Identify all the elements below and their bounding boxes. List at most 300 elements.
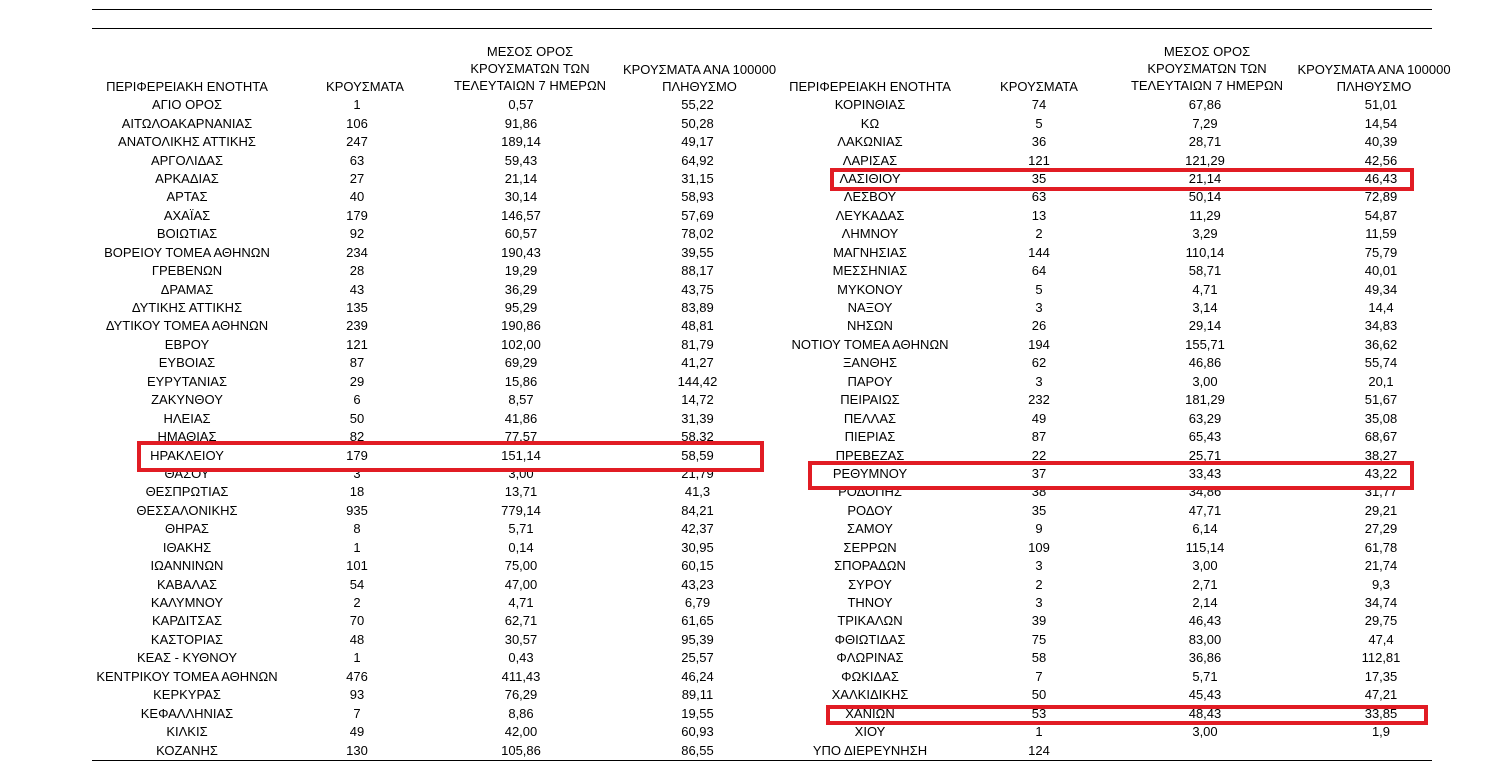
region-cell: ΚΟΡΙΝΘΙΑΣ <box>834 97 906 113</box>
region-cell: ΑΧΑΪΑΣ <box>163 207 211 223</box>
region-cell: ΚΑΛΥΜΝΟΥ <box>150 595 224 611</box>
table-row <box>92 539 785 557</box>
region-cell: ΡΕΘΥΜΝΟΥ <box>832 465 908 481</box>
avg-cell: 190,43 <box>501 244 541 260</box>
per100k-cell: 35,08 <box>1364 410 1398 426</box>
per100k-cell: 39,55 <box>681 244 714 260</box>
avg-cell: 3,14 <box>1192 300 1218 316</box>
per100k-cell: 42,56 <box>1364 152 1398 168</box>
per100k-cell: 30,95 <box>681 539 714 555</box>
cases-cell: 74 <box>1031 97 1047 113</box>
region-cell: ΠΕΙΡΑΙΩΣ <box>840 392 900 408</box>
table-row <box>92 225 785 243</box>
per100k-cell: 84,21 <box>681 502 714 518</box>
avg-cell: 115,14 <box>1185 539 1225 555</box>
table-row <box>92 114 785 132</box>
per100k-cell: 34,74 <box>1364 595 1398 611</box>
table-row <box>92 575 785 593</box>
cases-cell: 9 <box>1035 521 1043 537</box>
per100k-cell: 144,42 <box>677 373 718 389</box>
per100k-cell: 40,01 <box>1364 263 1398 279</box>
region-cell: ΕΥΡΥΤΑΝΙΑΣ <box>146 373 228 389</box>
cases-cell: 124 <box>1028 742 1050 758</box>
table-row <box>92 520 785 538</box>
table-row <box>777 114 1467 132</box>
table-row <box>92 354 785 372</box>
per100k-cell: 11,59 <box>1365 226 1397 242</box>
left-header-per100k-line1: ΚΡΟΥΣΜΑΤΑ ΑΝΑ 100000 <box>622 62 777 77</box>
per100k-cell: 83,89 <box>681 300 714 316</box>
region-cell: ΠΕΛΛΑΣ <box>843 410 897 426</box>
table-row <box>92 170 785 188</box>
table-row <box>777 262 1467 280</box>
per100k-cell: 51,01 <box>1364 97 1398 113</box>
per100k-cell: 46,43 <box>1364 170 1398 186</box>
cases-cell: 53 <box>1031 705 1047 721</box>
avg-cell: 779,14 <box>501 502 541 518</box>
table-row <box>777 96 1467 114</box>
highlight-box-irakleiou <box>137 441 764 472</box>
cases-cell: 22 <box>1031 447 1047 463</box>
table-row <box>777 575 1467 593</box>
region-cell: ΑΓΙΟ ΟΡΟΣ <box>151 97 223 113</box>
per100k-cell: 61,78 <box>1364 539 1398 555</box>
region-cell: ΣΠΟΡΑΔΩΝ <box>834 558 906 574</box>
cases-cell: 37 <box>1031 465 1047 481</box>
region-cell: ΞΑΝΘΗΣ <box>842 355 898 371</box>
region-cell: ΕΥΒΟΙΑΣ <box>158 355 216 371</box>
avg-cell: 48,43 <box>1188 705 1222 721</box>
per100k-cell: 36,62 <box>1364 336 1398 352</box>
region-cell: ΓΡΕΒΕΝΩΝ <box>151 263 223 279</box>
cases-cell: 121 <box>346 336 368 352</box>
right-data-table <box>777 96 1467 760</box>
avg-cell: 60,57 <box>504 226 538 242</box>
avg-cell: 21,14 <box>504 170 538 186</box>
region-cell: ΑΡΓΟΛΙΔΑΣ <box>150 152 224 168</box>
per100k-cell: 49,17 <box>681 134 714 150</box>
avg-cell: 102,00 <box>501 336 541 352</box>
per100k-cell: 58,32 <box>681 429 714 445</box>
highlight-box-rethymnou <box>808 461 1414 490</box>
table-row <box>92 96 785 114</box>
avg-cell: 83,00 <box>1188 631 1222 647</box>
table-row <box>777 299 1467 317</box>
cases-cell: 35 <box>1031 170 1047 186</box>
right-header-per100k-line2: ΠΛΗΘΥΣΜΟ <box>1336 79 1412 94</box>
cases-cell: 92 <box>349 226 365 242</box>
avg-cell: 105,86 <box>501 742 541 758</box>
region-cell: ΥΠΟ ΔΙΕΡΕΥΝΗΣΗ <box>812 742 928 758</box>
avg-cell: 41,86 <box>504 410 538 426</box>
avg-cell: 69,29 <box>504 355 538 371</box>
table-row <box>92 244 785 262</box>
per100k-cell: 21,79 <box>681 465 714 481</box>
cases-cell: 13 <box>1031 207 1047 223</box>
table-row <box>92 207 785 225</box>
avg-cell: 45,43 <box>1188 687 1222 703</box>
table-row <box>777 317 1467 335</box>
cases-cell: 3 <box>1035 373 1043 389</box>
cases-cell: 1 <box>353 539 361 555</box>
left-header-avg-line1: ΜΕΣΟΣ ΟΡΟΣ <box>486 44 574 59</box>
cases-cell: 5 <box>1035 115 1043 131</box>
avg-cell: 28,71 <box>1188 134 1222 150</box>
cases-cell: 239 <box>346 318 368 334</box>
region-cell: ΔΡΑΜΑΣ <box>160 281 214 297</box>
cases-cell: 144 <box>1028 244 1050 260</box>
per100k-cell: 57,69 <box>681 207 714 223</box>
region-cell: ΤΡΙΚΑΛΩΝ <box>837 613 903 629</box>
table-row <box>92 280 785 298</box>
avg-cell: 47,71 <box>1188 502 1222 518</box>
per100k-cell: 49,34 <box>1364 281 1398 297</box>
region-cell: ΘΗΡΑΣ <box>165 521 209 537</box>
cases-cell: 135 <box>346 300 368 316</box>
avg-cell: 189,14 <box>501 134 541 150</box>
table-row <box>92 741 785 759</box>
cases-cell: 54 <box>349 576 365 592</box>
per100k-cell: 43,23 <box>681 576 714 592</box>
avg-cell: 33,43 <box>1188 465 1222 481</box>
per100k-cell: 43,22 <box>1364 465 1398 481</box>
cases-cell: 1 <box>353 97 361 113</box>
region-cell: ΣΕΡΡΩΝ <box>843 539 897 555</box>
per100k-cell: 40,39 <box>1364 134 1398 150</box>
right-header-avg-line3: ΤΕΛΕΥΤΑΙΩΝ 7 ΗΜΕΡΩΝ <box>1130 78 1284 93</box>
table-row <box>92 704 785 722</box>
region-cell: ΝΑΞΟΥ <box>847 300 893 316</box>
avg-cell: 46,86 <box>1188 355 1222 371</box>
region-cell: ΗΜΑΘΙΑΣ <box>157 429 217 445</box>
avg-cell: 15,86 <box>504 373 538 389</box>
cases-cell: 247 <box>346 134 368 150</box>
region-cell: ΘΕΣΣΑΛΟΝΙΚΗΣ <box>136 502 238 518</box>
avg-cell: 8,57 <box>508 392 534 408</box>
right-header-avg-line1: ΜΕΣΟΣ ΟΡΟΣ <box>1163 44 1251 59</box>
table-row <box>777 280 1467 298</box>
table-row <box>777 723 1467 741</box>
region-cell: ΠΙΕΡΙΑΣ <box>844 429 896 445</box>
table-row <box>777 649 1467 667</box>
region-cell: ΘΑΣΟΥ <box>164 465 210 481</box>
cases-cell: 39 <box>1031 613 1047 629</box>
region-cell: ΖΑΚΥΝΘΟΥ <box>151 392 223 408</box>
cases-cell: 63 <box>349 152 365 168</box>
table-row <box>777 133 1467 151</box>
table-row <box>777 520 1467 538</box>
cases-cell: 106 <box>346 115 368 131</box>
avg-cell: 36,86 <box>1188 650 1222 666</box>
top-rule <box>92 9 1432 10</box>
region-cell: ΚΩ <box>860 115 880 131</box>
table-row <box>777 539 1467 557</box>
right-header-per100k-line1: ΚΡΟΥΣΜΑΤΑ ΑΝΑ 100000 <box>1297 62 1451 77</box>
avg-cell: 411,43 <box>501 668 541 684</box>
region-cell: ΚΕΝΤΡΙΚΟΥ ΤΟΜΕΑ ΑΘΗΝΩΝ <box>96 668 278 684</box>
avg-cell: 5,71 <box>1192 668 1218 684</box>
region-cell: ΚΙΛΚΙΣ <box>166 724 208 740</box>
cases-cell: 7 <box>1035 668 1043 684</box>
cases-cell: 36 <box>1031 134 1047 150</box>
per100k-cell: 60,93 <box>681 724 714 740</box>
region-cell: ΒΟΙΩΤΙΑΣ <box>156 226 218 242</box>
avg-cell: 76,29 <box>504 687 538 703</box>
region-cell: ΜΑΓΝΗΣΙΑΣ <box>833 244 907 260</box>
region-cell: ΕΒΡΟΥ <box>164 336 210 352</box>
left-data-table <box>92 96 785 760</box>
region-cell: ΚΕΡΚΥΡΑΣ <box>153 687 221 703</box>
avg-cell: 3,29 <box>1192 226 1218 242</box>
per100k-cell: 61,65 <box>681 613 714 629</box>
cases-cell: 48 <box>349 631 365 647</box>
left-header-avg <box>445 43 615 94</box>
cases-cell: 64 <box>1031 263 1047 279</box>
table-row <box>92 483 785 501</box>
cases-cell: 109 <box>1028 539 1050 555</box>
left-header-avg-line3: ΤΕΛΕΥΤΑΙΩΝ 7 ΗΜΕΡΩΝ <box>453 78 607 93</box>
cases-cell: 1 <box>1035 724 1043 740</box>
avg-cell: 59,43 <box>504 152 538 168</box>
per100k-cell: 51,67 <box>1364 392 1398 408</box>
region-cell: ΡΟΔΟΠΗΣ <box>838 484 902 500</box>
per100k-cell: 55,74 <box>1364 355 1398 371</box>
per100k-cell: 9,3 <box>1371 576 1391 592</box>
cases-cell: 232 <box>1028 392 1050 408</box>
per100k-cell: 38,27 <box>1364 447 1398 463</box>
region-cell: ΦΘΙΩΤΙΔΑΣ <box>834 631 906 647</box>
table-row <box>777 244 1467 262</box>
per100k-cell: 50,28 <box>681 115 714 131</box>
avg-cell: 21,14 <box>1188 170 1222 186</box>
table-row <box>92 317 785 335</box>
avg-cell: 2,71 <box>1192 576 1218 592</box>
cases-cell: 63 <box>1031 189 1047 205</box>
left-header-per100k-line2: ΠΛΗΘΥΣΜΟ <box>662 79 737 94</box>
per100k-cell: 14,54 <box>1364 115 1398 131</box>
avg-cell: 77,57 <box>504 429 538 445</box>
table-row <box>92 723 785 741</box>
per100k-cell: 75,79 <box>1364 244 1398 260</box>
region-cell: ΚΑΣΤΟΡΙΑΣ <box>150 631 224 647</box>
cases-cell: 49 <box>1031 410 1047 426</box>
per100k-cell: 54,87 <box>1364 207 1398 223</box>
cases-cell: 476 <box>346 668 368 684</box>
right-header-avg-line2: ΚΡΟΥΣΜΑΤΩΝ ΤΩΝ <box>1147 61 1267 76</box>
cases-cell: 40 <box>349 189 365 205</box>
region-cell: ΜΕΣΣΗΝΙΑΣ <box>832 263 908 279</box>
right-header-per100k <box>1285 61 1463 95</box>
cases-cell: 3 <box>1035 300 1043 316</box>
table-row <box>777 207 1467 225</box>
cases-cell: 3 <box>1035 595 1043 611</box>
table-row <box>92 686 785 704</box>
table-row <box>92 373 785 391</box>
per100k-cell: 27,29 <box>1364 521 1398 537</box>
avg-cell: 34,86 <box>1188 484 1222 500</box>
per100k-cell: 48,81 <box>681 318 714 334</box>
region-cell: ΑΡΤΑΣ <box>166 189 208 205</box>
cases-cell: 62 <box>1031 355 1047 371</box>
cases-cell: 935 <box>346 502 368 518</box>
region-cell: ΛΕΥΚΑΔΑΣ <box>835 207 905 223</box>
per100k-cell: 89,11 <box>681 687 714 703</box>
highlight-box-chanion <box>826 705 1428 725</box>
avg-cell: 0,14 <box>508 539 534 555</box>
cases-cell: 2 <box>353 595 361 611</box>
cases-cell: 70 <box>349 613 365 629</box>
region-cell: ΛΗΜΝΟΥ <box>841 226 899 242</box>
cases-cell: 8 <box>353 521 361 537</box>
table-row <box>777 668 1467 686</box>
region-cell: ΚΟΖΑΝΗΣ <box>156 742 218 758</box>
avg-cell: 5,71 <box>508 521 534 537</box>
per100k-cell: 64,92 <box>681 152 714 168</box>
table-row <box>92 188 785 206</box>
avg-cell: 146,57 <box>501 207 541 223</box>
per100k-cell: 14,4 <box>1368 300 1394 316</box>
region-cell: ΚΕΦΑΛΛΗΝΙΑΣ <box>140 705 234 721</box>
per100k-cell: 47,4 <box>1368 631 1394 647</box>
region-cell: ΛΑΣΙΘΙΟΥ <box>839 170 901 186</box>
region-cell: ΑΝΑΤΟΛΙΚΗΣ ΑΤΤΙΚΗΣ <box>118 134 256 150</box>
avg-cell: 58,71 <box>1188 263 1222 279</box>
per100k-cell: 31,77 <box>1364 484 1398 500</box>
avg-cell: 65,43 <box>1188 429 1222 445</box>
cases-cell: 194 <box>1028 336 1050 352</box>
table-row <box>92 557 785 575</box>
avg-cell: 46,43 <box>1188 613 1222 629</box>
per100k-cell: 86,55 <box>681 742 714 758</box>
per100k-cell: 46,24 <box>681 668 714 684</box>
region-cell: ΣΥΡΟΥ <box>848 576 892 592</box>
per100k-cell: 31,39 <box>681 410 714 426</box>
region-cell: ΝΗΣΩΝ <box>847 318 893 334</box>
cases-cell: 58 <box>1031 650 1047 666</box>
left-header-avg-line2: ΚΡΟΥΣΜΑΤΩΝ ΤΩΝ <box>470 61 590 76</box>
per100k-cell: 60,15 <box>681 558 714 574</box>
region-cell: ΔΥΤΙΚΗΣ ΑΤΤΙΚΗΣ <box>131 300 243 316</box>
right-header-cases: ΚΡΟΥΣΜΑΤΑ <box>1000 79 1078 94</box>
region-cell: ΛΑΚΩΝΙΑΣ <box>837 134 903 150</box>
cases-cell: 29 <box>349 373 365 389</box>
avg-cell: 4,71 <box>1192 281 1218 297</box>
per100k-cell: 81,79 <box>681 336 714 352</box>
avg-cell: 155,71 <box>1185 336 1225 352</box>
cases-cell: 179 <box>346 447 368 463</box>
cases-cell: 87 <box>349 355 365 371</box>
table-row <box>92 133 785 151</box>
header-rule <box>92 28 1432 29</box>
region-cell: ΛΑΡΙΣΑΣ <box>842 152 898 168</box>
avg-cell: 3,00 <box>1192 724 1218 740</box>
avg-cell: 0,43 <box>508 650 534 666</box>
cases-cell: 121 <box>1028 152 1050 168</box>
region-cell: ΝΟΤΙΟΥ ΤΟΜΕΑ ΑΘΗΝΩΝ <box>791 336 949 352</box>
cases-cell: 38 <box>1031 484 1047 500</box>
region-cell: ΘΕΣΠΡΩΤΙΑΣ <box>145 484 229 500</box>
avg-cell: 29,14 <box>1188 318 1222 334</box>
cases-cell: 50 <box>349 410 365 426</box>
table-row <box>92 151 785 169</box>
cases-cell: 49 <box>349 724 365 740</box>
avg-cell: 30,14 <box>504 189 538 205</box>
table-row <box>777 502 1467 520</box>
region-cell: ΛΕΣΒΟΥ <box>843 189 897 205</box>
region-cell: ΑΡΚΑΔΙΑΣ <box>155 170 219 186</box>
left-header-per100k <box>612 61 787 95</box>
table-row <box>777 686 1467 704</box>
avg-cell: 67,86 <box>1188 97 1222 113</box>
table-row <box>92 391 785 409</box>
cases-cell: 43 <box>349 281 365 297</box>
per100k-cell: 29,21 <box>1364 502 1398 518</box>
region-cell: ΜΥΚΟΝΟΥ <box>837 281 903 297</box>
per100k-cell: 112,81 <box>1361 650 1401 666</box>
region-cell: ΗΛΕΙΑΣ <box>163 410 211 426</box>
avg-cell: 8,86 <box>508 705 534 721</box>
cases-cell: 3 <box>1035 558 1043 574</box>
cases-cell: 87 <box>1031 429 1047 445</box>
per100k-cell: 88,17 <box>681 263 714 279</box>
cases-cell: 35 <box>1031 502 1047 518</box>
region-cell: ΗΡΑΚΛΕΙΟΥ <box>150 447 224 463</box>
cases-cell: 2 <box>1035 576 1043 592</box>
table-row <box>777 354 1467 372</box>
per100k-cell: 41,27 <box>681 355 714 371</box>
table-row <box>777 741 1467 759</box>
table-row <box>777 428 1467 446</box>
table-row <box>92 668 785 686</box>
table-row <box>92 409 785 427</box>
cases-cell: 1 <box>353 650 361 666</box>
cases-cell: 7 <box>353 705 361 721</box>
highlight-box-lasithiou <box>830 168 1414 191</box>
region-cell: ΔΥΤΙΚΟΥ ΤΟΜΕΑ ΑΘΗΝΩΝ <box>105 318 269 334</box>
table-row <box>777 373 1467 391</box>
per100k-cell: 21,74 <box>1364 558 1398 574</box>
table-row <box>92 502 785 520</box>
avg-cell: 0,57 <box>508 97 534 113</box>
table-row <box>92 336 785 354</box>
cases-cell: 5 <box>1035 281 1043 297</box>
avg-cell: 62,71 <box>504 613 538 629</box>
region-cell: ΚΑΡΔΙΤΣΑΣ <box>151 613 223 629</box>
avg-cell: 47,00 <box>504 576 538 592</box>
avg-cell: 36,29 <box>504 281 538 297</box>
cases-cell: 6 <box>353 392 361 408</box>
avg-cell: 4,71 <box>508 595 534 611</box>
avg-cell: 151,14 <box>501 447 541 463</box>
avg-cell: 13,71 <box>504 484 538 500</box>
per100k-cell: 20,1 <box>1368 373 1394 389</box>
avg-cell: 30,57 <box>504 631 538 647</box>
avg-cell: 95,29 <box>504 300 538 316</box>
left-header-region: ΠΕΡΙΦΕΡΕΙΑΚΗ ΕΝΟΤΗΤΑ <box>106 79 268 94</box>
table-row <box>777 594 1467 612</box>
avg-cell: 110,14 <box>1185 244 1225 260</box>
region-cell: ΑΙΤΩΛΟΑΚΑΡΝΑΝΙΑΣ <box>121 115 253 131</box>
avg-cell: 50,14 <box>1188 189 1222 205</box>
avg-cell: 190,86 <box>501 318 541 334</box>
table-row <box>92 299 785 317</box>
per100k-cell: 43,75 <box>681 281 714 297</box>
region-cell: ΚΑΒΑΛΑΣ <box>156 576 218 592</box>
per100k-cell: 34,83 <box>1364 318 1398 334</box>
region-cell: ΧΙΟΥ <box>854 724 886 740</box>
cases-cell: 50 <box>1031 687 1047 703</box>
cases-cell: 3 <box>353 465 361 481</box>
